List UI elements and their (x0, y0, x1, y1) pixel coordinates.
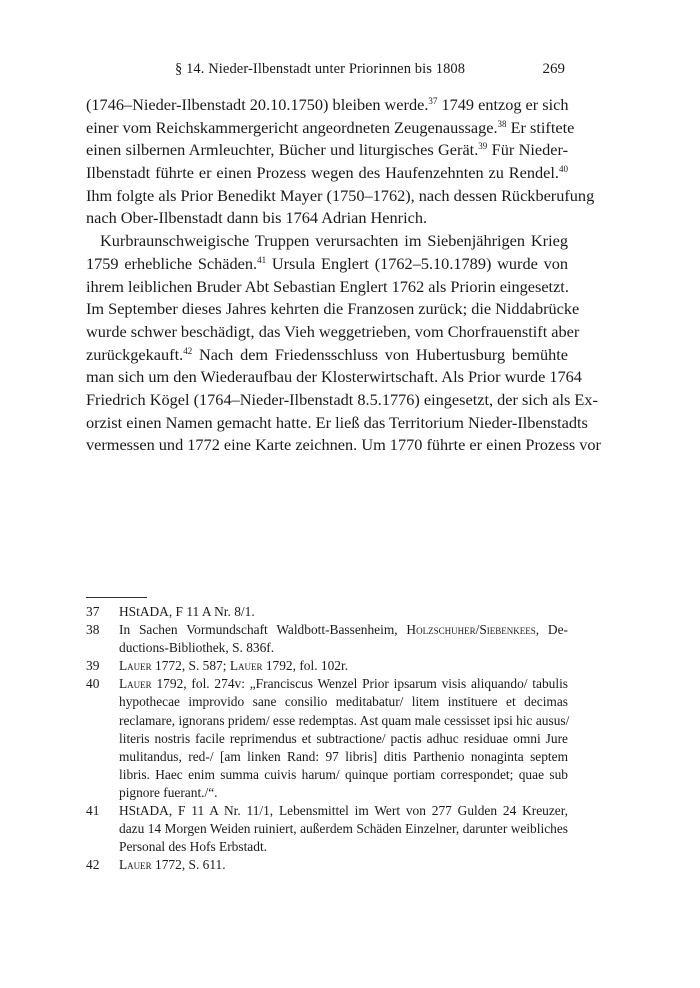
footnote-text: 1792, fol. 274v: „Franciscus Wenzel Prior ipsarum visis aliquando/ tabulis (151, 676, 568, 692)
body-line-text: Ursula Englert (1762–5.10.1789) wurde von (266, 253, 568, 273)
footnote-line (86, 820, 568, 838)
footnote-text: HStADA, F 11 A Nr. 11/1, Lebensmittel im Wert von 277 Gulden 24 Kreuzer, (119, 803, 568, 819)
body-line-text: orzist einen Namen gemacht hatte. Er ließ das Territorium Nieder-Ilbenstadts (86, 412, 588, 432)
running-head: § 14. Nieder-Ilbenstadt unter Priorinnen bis 1808 (175, 61, 466, 77)
footnote-text: libris. Haec enim summa cuivis harum/ quinque portiam correspondet; quae sub (119, 766, 568, 782)
footnote-line (86, 856, 568, 874)
body-line (86, 185, 595, 208)
footnote-text: literis nostris facile reprimendus et subtractione/ pactis adhuc residuae omni Jure (119, 730, 568, 746)
body-line (86, 298, 580, 321)
body-line-text: Im September dieses Jahres kehrten die Franzosen zurück; die Niddabrücke (86, 299, 580, 319)
footnote-number: 37 (86, 604, 100, 619)
author-name: Lauer (119, 658, 152, 674)
body-line-text: nach Ober-Ilbenstadt dann bis 1764 Adrian Henrich. (86, 208, 428, 228)
body-line (86, 434, 601, 457)
footnote-text: Personal des Hofs Erbstadt. (119, 839, 268, 855)
body-line-text: einen silbernen Armleuchter, Bücher und liturgisches Gerät. (86, 140, 479, 160)
body-line (86, 207, 568, 230)
page-number: 269 (542, 61, 565, 77)
footnote-reference: 38 (497, 118, 507, 129)
footnote-reference: 40 (559, 164, 568, 175)
body-line-text: zurückgekauft. (86, 344, 184, 364)
body-line-text: Ilbenstadt führte er einen Prozess wegen des Haufenzehnten zu Rendel. (86, 163, 559, 183)
body-line-text: Er stiftete (506, 117, 575, 137)
body-line (86, 321, 580, 344)
body-line-text: man sich um den Wiederaufbau der Klosterwirtschaft. Als Prior wurde 1764 (86, 367, 582, 387)
footnote (86, 802, 568, 856)
footnote-number: 40 (86, 676, 100, 692)
body-line-text: 1749 entzog er sich (437, 95, 569, 114)
body-line (86, 276, 568, 299)
page-header (0, 61, 700, 81)
footnote-line (86, 693, 568, 711)
footnote-line (86, 748, 568, 766)
footnote (86, 856, 568, 874)
body-line (86, 344, 568, 367)
body-line (86, 117, 575, 140)
body-line-text: einer vom Reichskammergericht angeordneten Zeugenaussage. (86, 117, 498, 137)
footnote-line (86, 730, 568, 748)
footnote-text: hypothecae improvido sane consilio meditabatur/ litem instituere et decimas (119, 694, 568, 710)
body-line (86, 94, 568, 117)
author-name: Lauer (119, 857, 152, 873)
footnote-text: HStADA, F 11 A Nr. 8/1. (119, 604, 255, 619)
footnotes (86, 603, 568, 874)
footnote-reference: 39 (478, 141, 488, 152)
footnote-text: 1792, fol. 102r. (262, 658, 349, 674)
body-line-text: Für Nieder- (487, 140, 568, 160)
body-line-text: Friedrich Kögel (1764–Nieder-Ilbenstadt 8.5.1776) eingesetzt, der sich als Ex- (86, 389, 598, 409)
footnote-line (86, 603, 568, 621)
body-line-text: (1746–Nieder-Ilbenstadt 20.10.1750) bleiben werde. (86, 95, 429, 114)
footnote-text: In Sachen Vormundschaft Waldbott-Bassenheim, (119, 622, 407, 638)
footnote-text: , De- (535, 622, 568, 638)
body-line (86, 162, 568, 185)
footnote-number: 42 (86, 857, 100, 873)
body-line-text: 1759 erhebliche Schäden. (86, 253, 258, 273)
body-line-text: Nach dem Friedensschluss von Hubertusburg bemühte (192, 344, 568, 364)
body-line-text: Ihm folgte als Prior Benedikt Mayer (1750–1762), nach dessen Rückberufung (86, 185, 595, 205)
footnote-reference: 42 (183, 345, 193, 356)
footnote-text: dazu 14 Morgen Weiden ruiniert, außerdem Schäden Einzelner, darunter weibliches (119, 821, 568, 837)
footnote-line (86, 712, 568, 730)
body-line (86, 139, 568, 162)
body-text (86, 94, 601, 457)
body-line (86, 366, 582, 389)
body-line (86, 230, 568, 253)
footnote-number: 41 (86, 803, 100, 819)
body-line-text: ihrem leiblichen Bruder Abt Sebastian Englert 1762 als Priorin eingesetzt. (86, 276, 569, 296)
body-line (86, 253, 568, 276)
footnote-text: pignore fuerant./“. (119, 784, 218, 800)
footnote (86, 603, 568, 621)
footnote-line (86, 639, 568, 657)
footnote-text: ductions-Bibliothek, S. 836f. (119, 640, 275, 656)
footnote-line (86, 802, 568, 820)
footnote-line (86, 657, 568, 675)
author-name: Holzschuher/Siebenkees (406, 622, 536, 638)
footnote-line (86, 838, 568, 856)
footnote (86, 675, 568, 802)
footnote-number: 39 (86, 658, 100, 674)
body-line-text: wurde schwer beschädigt, das Vieh weggetrieben, vom Chorfrauenstift aber (86, 321, 580, 341)
footnote-number: 38 (86, 622, 100, 638)
body-line (86, 389, 598, 412)
footnote (86, 657, 568, 675)
footnote-line (86, 784, 568, 802)
footnote-line (86, 766, 568, 784)
footnote-line (86, 675, 568, 693)
author-name: Lauer (119, 676, 152, 692)
body-line-text: vermessen und 1772 eine Karte zeichnen. Um 1770 führte er einen Prozess vor (86, 435, 601, 455)
footnote-text: 1772, S. 587; (151, 658, 230, 674)
body-line (86, 412, 588, 435)
author-name: Lauer (229, 658, 263, 674)
footnote-reference: 41 (257, 254, 267, 265)
footnote-reference: 37 (428, 96, 438, 106)
footnote-text: 1772, S. 611. (151, 857, 226, 873)
footnote-text: mulitandus, red-/ [am linken Rand: 97 libris] ditis Parthenio nonaginta septem (119, 748, 568, 764)
footnote-separator (86, 597, 147, 598)
footnote-text: reclamare, ignorans pridem/ esse redemptas. Ast quam male cessisset ipsi hic ausus/ (119, 712, 570, 728)
footnote-line (86, 621, 568, 639)
footnote (86, 621, 568, 657)
body-line-text: Kurbraunschweigische Truppen verursachten im Siebenjährigen Krieg (100, 231, 568, 251)
